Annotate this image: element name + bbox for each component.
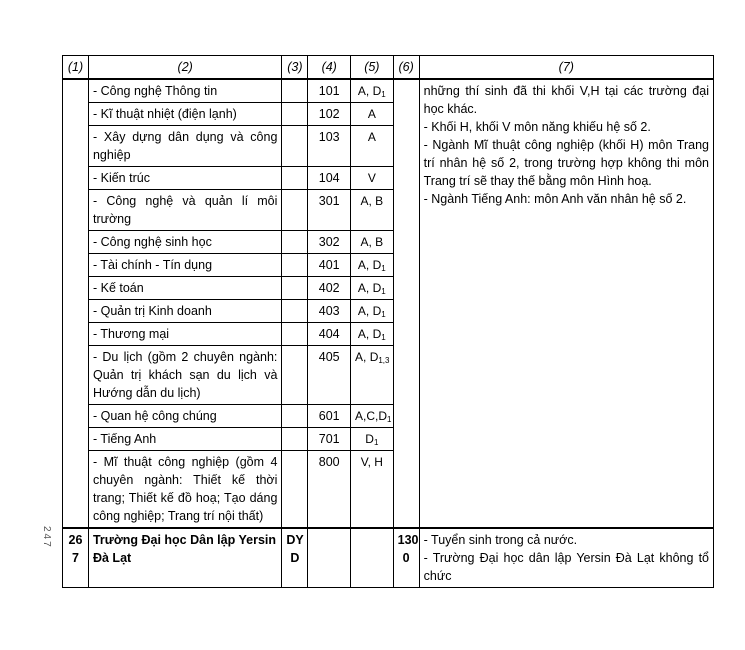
major-code: 405	[308, 346, 351, 405]
school-code-cell	[282, 79, 308, 103]
exam-blocks-subscript: 1	[381, 287, 386, 296]
major-code: 601	[308, 405, 351, 428]
exam-blocks-text: A,C,D	[355, 409, 388, 423]
exam-blocks	[351, 79, 394, 103]
major-name: - Quản trị Kinh doanh	[88, 300, 281, 323]
major-code: 302	[308, 231, 351, 254]
major-name: - Công nghệ và quản lí môi trường	[88, 190, 281, 231]
school-notes	[419, 528, 713, 588]
exam-blocks-text: A	[367, 107, 376, 121]
exam-blocks	[351, 323, 394, 346]
note-line: - Khối H, khối V môn năng khiếu hệ số 2.	[423, 120, 651, 134]
school-code-cell	[282, 277, 308, 300]
header-row	[63, 56, 714, 80]
major-name: - Công nghệ sinh học	[88, 231, 281, 254]
admissions-table	[62, 55, 714, 588]
column-header: (4)	[308, 56, 351, 80]
major-name: - Kế toán	[88, 277, 281, 300]
school-code-cell	[282, 167, 308, 190]
exam-blocks-text: V	[367, 171, 376, 185]
exam-blocks	[351, 346, 394, 405]
major-name: - Tài chính - Tín dụng	[88, 254, 281, 277]
exam-blocks-text: D	[365, 432, 374, 446]
column-header: (6)	[393, 56, 419, 80]
column-header: (2)	[88, 56, 281, 80]
exam-blocks-text: A, B	[360, 235, 384, 249]
major-code: 102	[308, 103, 351, 126]
major-row	[63, 79, 714, 103]
major-code: 101	[308, 79, 351, 103]
school-major-code-empty	[308, 528, 351, 588]
exam-blocks	[351, 405, 394, 428]
school-quota	[393, 528, 419, 588]
school-name: Trường Đại học Dân lập Yersin Đà Lạt	[88, 528, 281, 588]
exam-blocks	[351, 254, 394, 277]
note-line: những thí sinh đã thi khối V,H tại các trường đại học khác.	[423, 84, 709, 116]
school-code-cell	[282, 451, 308, 529]
school-number-bottom: 7	[72, 551, 79, 565]
exam-blocks-text: V, H	[360, 455, 383, 469]
exam-blocks-subscript: 1	[381, 333, 386, 342]
exam-blocks-text: A, D	[357, 281, 382, 295]
major-name: - Xây dựng dân dụng và công nghiệp	[88, 126, 281, 167]
school-quota-top: 130	[397, 533, 419, 547]
index-cell	[63, 79, 89, 528]
exam-blocks	[351, 190, 394, 231]
major-name: - Thương mại	[88, 323, 281, 346]
exam-blocks-subscript: 1	[387, 415, 392, 424]
majors-body	[63, 79, 714, 588]
school-code-bottom: D	[290, 551, 300, 565]
exam-blocks-text: A, D	[355, 350, 379, 364]
exam-blocks-text: A, D	[357, 327, 382, 341]
major-code: 401	[308, 254, 351, 277]
column-header: (1)	[63, 56, 89, 80]
column-header: (5)	[351, 56, 394, 80]
exam-blocks-subscript: 1	[381, 310, 386, 319]
exam-blocks	[351, 451, 394, 529]
exam-blocks	[351, 103, 394, 126]
major-code: 103	[308, 126, 351, 167]
school-code-top: DY	[286, 533, 304, 547]
note-line: - Ngành Tiếng Anh: môn Anh văn nhân hệ số 2.	[423, 192, 687, 206]
note-line: - Ngành Mĩ thuật công nghiệp (khối H) môn Trang trí nhân hệ số 2, trong trường hợp không thi môn Trang trí sẽ thay thế bằng môn Hình hoạ.	[423, 138, 709, 188]
column-header: (3)	[282, 56, 308, 80]
exam-blocks	[351, 300, 394, 323]
major-code: 800	[308, 451, 351, 529]
school-note: - Tuyển sinh trong cả nước.	[423, 533, 578, 547]
school-number-top: 26	[68, 533, 83, 547]
school-quota-bottom: 0	[402, 551, 410, 565]
exam-blocks-subscript: 1	[381, 90, 386, 99]
school-code-cell	[282, 323, 308, 346]
school-code-cell	[282, 346, 308, 405]
column-header: (7)	[419, 56, 713, 80]
major-code: 104	[308, 167, 351, 190]
major-code: 403	[308, 300, 351, 323]
exam-blocks-subscript: 1	[381, 264, 386, 273]
school-note: - Trường Đại học dân lập Yersin Đà Lạt không tổ chức	[423, 551, 709, 583]
exam-blocks	[351, 126, 394, 167]
school-code-cell	[282, 405, 308, 428]
school-code-cell	[282, 300, 308, 323]
exam-blocks	[351, 231, 394, 254]
exam-blocks	[351, 277, 394, 300]
exam-blocks	[351, 167, 394, 190]
major-code: 402	[308, 277, 351, 300]
school-number	[63, 528, 89, 588]
exam-blocks-text: A, D	[357, 258, 382, 272]
quota-cell	[393, 79, 419, 528]
exam-blocks-text: A, D	[357, 304, 382, 318]
major-name: - Kĩ thuật nhiệt (điện lạnh)	[88, 103, 281, 126]
exam-blocks-text: A, B	[360, 194, 384, 208]
exam-blocks-subscript: 1,3	[378, 356, 390, 365]
school-code-cell	[282, 254, 308, 277]
exam-blocks-subscript: 1	[373, 438, 379, 447]
school-code-cell	[282, 428, 308, 451]
exam-blocks	[351, 428, 394, 451]
notes-cell	[419, 79, 713, 528]
school-code-cell	[282, 190, 308, 231]
major-name: - Quan hệ công chúng	[88, 405, 281, 428]
exam-blocks-text: A	[367, 130, 376, 144]
major-name: - Kiến trúc	[88, 167, 281, 190]
school-code-cell	[282, 231, 308, 254]
major-name: - Công nghệ Thông tin	[88, 79, 281, 103]
major-code: 404	[308, 323, 351, 346]
page-number: 247	[41, 526, 52, 549]
major-code: 301	[308, 190, 351, 231]
major-name: - Du lịch (gồm 2 chuyên ngành: Quản trị khách sạn du lịch và Hướng dẫn du lịch)	[88, 346, 281, 405]
school-code-cell	[282, 126, 308, 167]
exam-blocks-text: A, D	[357, 84, 382, 98]
school-blocks-empty	[351, 528, 394, 588]
major-name: - Tiếng Anh	[88, 428, 281, 451]
school-code-cell	[282, 103, 308, 126]
major-code: 701	[308, 428, 351, 451]
school-code	[282, 528, 308, 588]
school-row	[63, 528, 714, 588]
major-name: - Mĩ thuật công nghiệp (gồm 4 chuyên ngành: Thiết kế thời trang; Thiết kế đồ hoạ; Tạo dáng công nghiệp; Trang trí nội thất)	[88, 451, 281, 529]
